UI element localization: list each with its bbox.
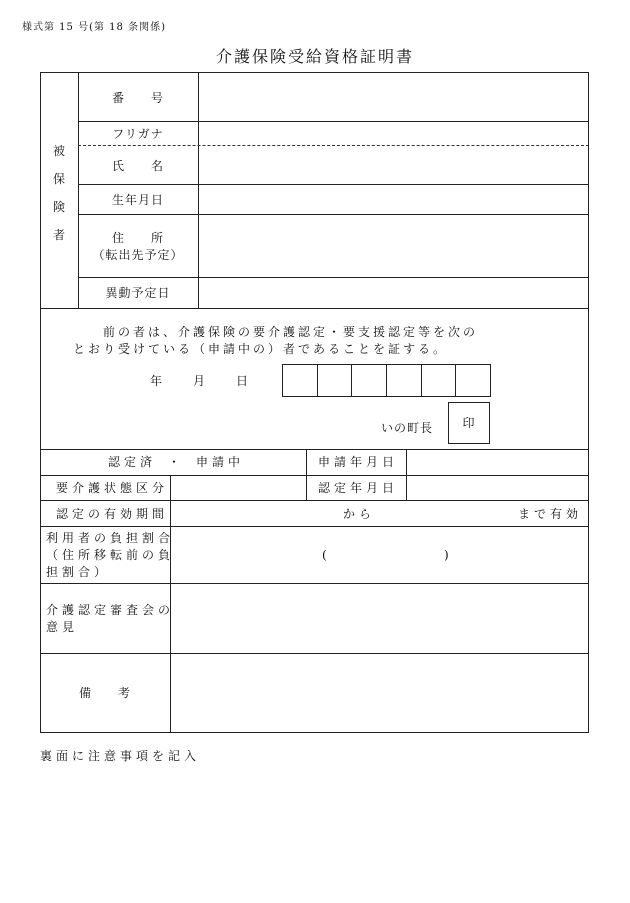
furigana-dashed-line (78, 145, 589, 146)
valid-period-label: 認定の有効期間 (56, 507, 169, 521)
month-label: 月 (193, 374, 207, 388)
certification-line-1: 前の者は、介護保険の要介護認定・要支援認定等を次の (103, 325, 479, 339)
certification-line-2: とおり受けている（申請中の）者であることを証する。 (73, 342, 449, 356)
burden-paren-open: ( (322, 548, 328, 562)
care-level-label: 要介護状態区分 (56, 481, 169, 495)
form-number: 様式第 15 号(第 18 条関係) (22, 22, 166, 33)
valid-until-label: まで有効 (518, 507, 583, 521)
seal-label: 印 (462, 416, 476, 430)
address-label: 住 所 (111, 231, 164, 245)
insured-side-divider (78, 72, 79, 308)
number-label: 番 号 (111, 91, 164, 105)
insured-label-divider (198, 72, 199, 308)
footer-note: 裏面に注意事項を記入 (40, 749, 201, 763)
furigana-label: フリガナ (112, 127, 164, 141)
day-label: 日 (236, 374, 250, 388)
page-title: 介護保険受給資格証明書 (215, 47, 414, 66)
burden-ratio-label-1: 利用者の負担割合 (46, 531, 175, 545)
certified-option: 認定済 (108, 455, 157, 469)
insured-side-label: 被 保 険 者 (52, 144, 65, 242)
burden-ratio-label-3: 担割合） (46, 565, 111, 579)
year-label: 年 (150, 374, 164, 388)
name-label: 氏 名 (111, 159, 164, 173)
burden-paren-close: ) (444, 548, 450, 562)
review-opinion-label-1: 介護認定審査会の (46, 603, 175, 617)
option-separator: ・ (168, 455, 182, 469)
certification-date-label: 認定年月日 (318, 481, 399, 495)
burden-ratio-label-2: （住所移転前の負 (46, 548, 175, 562)
address-sub-label: （転出先予定） (92, 248, 184, 262)
review-opinion-label-2: 意見 (46, 620, 79, 634)
remarks-label: 備 考 (78, 686, 131, 700)
issuer-label: いの町長 (381, 421, 434, 435)
move-date-label: 異動予定日 (105, 286, 171, 300)
birth-date-label: 生年月日 (111, 193, 164, 207)
application-date-label: 申請年月日 (318, 455, 399, 469)
valid-from-label: から (343, 507, 376, 521)
applying-option: 申請中 (196, 455, 245, 469)
